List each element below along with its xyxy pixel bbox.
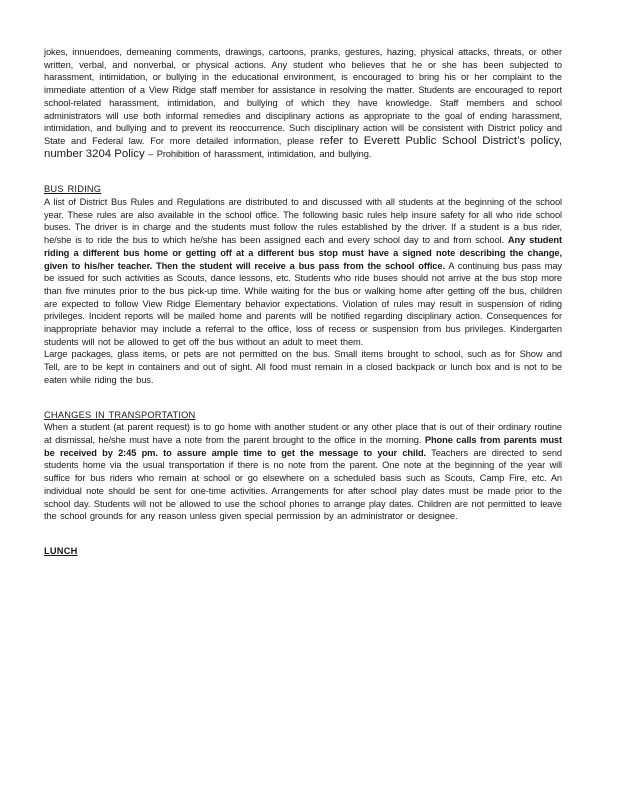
document-page (44, 46, 562, 558)
phone-call-deadline: Phone calls from parents must be received by 2:45 pm. to assure ample time to get the message to your child. (44, 434, 562, 458)
bus-conduct-text: A continuing bus pass may be issued for such activities as Scouts, dance lessons, etc. Students who ride buses should not arrive at the bus stop more than five minutes prior to the bus pick-up time. While waiting for the bus or walking home after getting off the bus, children are expected to follow View Ridge Elementary behavior expectations. Violation of rules may result in suspension of riding privileges. Incident reports will be mailed home and parents will be notified regarding disciplinary action. Consequences for inappropriate behavior may include a referral to the office, loss of recess or suspension from bus privileges. Kindergarten students will not be allowed to get off the bus without an adult to meet them. (44, 260, 562, 347)
changes-paragraph (44, 421, 562, 523)
bullying-paragraph (44, 46, 562, 160)
policy-title: – Prohibition of harassment, intimidation, and bullying. (144, 148, 372, 159)
changes-policy-text: Teachers are directed to send students home via the usual transportation if there is no note from the parent. One note at the beginning of the year will suffice for bus riders who remain at school or go elsewhere on a scheduled basis such as Scouts, Camp Fire, etc. An individual note should be sent for one-time activities. Arrangements for after school play dates must be made prior to the school day. Students will not be allowed to use the school phones to arrange play dates. Children are not permitted to leave the school grounds for any reason unless given special permission by an administrator or designee. (44, 447, 562, 522)
bus-riding-paragraph (44, 196, 562, 348)
bus-items-paragraph: Large packages, glass items, or pets are not permitted on the bus. Small items brought to school, such as for Show and Tell, are to be kept in containers and out of sight. All food must remain in a closed backpack or lunch box and is not to be eaten while riding the bus. (44, 349, 562, 385)
policy-reference: refer to Everett Public School District’s policy, number 3204 Policy (44, 134, 562, 160)
changes-heading: CHANGES IN TRANSPORTATION (44, 409, 196, 420)
bus-pass-rule: Any student riding a different bus home or getting off at a different bus stop must have a signed note describing the change, given to his/her teacher. Then the student will receive a bus pass from the school office. (44, 235, 562, 271)
bullying-text: jokes, innuendoes, demeaning comments, drawings, cartoons, pranks, gestures, hazing, physical attacks, threats, or other written, verbal, and nonverbal, or physical actions. Any student who believes that he or she has been subjected to harassment, intimidation, or bullying in the educational environment, is encouraged to bring his or her complaint to the immediate attention of a View Ridge staff member for assistance in resolving the matter. Students are encouraged to report school-related harassment, intimidation, and bullying of which they have knowledge. Staff members and school administrators will use both informal remedies and disciplinary actions as appropriate to the goal of ending harassment, intimidation, and bullying and to prevent its reoccurrence. Such disciplinary action will be consistent with District policy and State and Federal law. For more detailed information, please (44, 47, 562, 146)
changes-note-text: When a student (at parent request) is to go home with another student or any other place that is out of their ordinary routine at dismissal, he/she must have a note from the parent brought to the office in the morning. (44, 422, 562, 445)
bus-riding-heading: BUS RIDING (44, 184, 102, 195)
bus-rules-text: A list of District Bus Rules and Regulations are distributed to and discussed with all students at the beginning of the school year. These rules are also available in the school office. The following basic rules help insure safety for all who ride school buses. The driver is in charge and the students must follow the rules established by the driver. If a student is a bus rider, he/she is to ride the bus to which he/she has been assigned each and every school day to and from school. (44, 197, 562, 246)
lunch-heading: LUNCH (44, 545, 78, 556)
